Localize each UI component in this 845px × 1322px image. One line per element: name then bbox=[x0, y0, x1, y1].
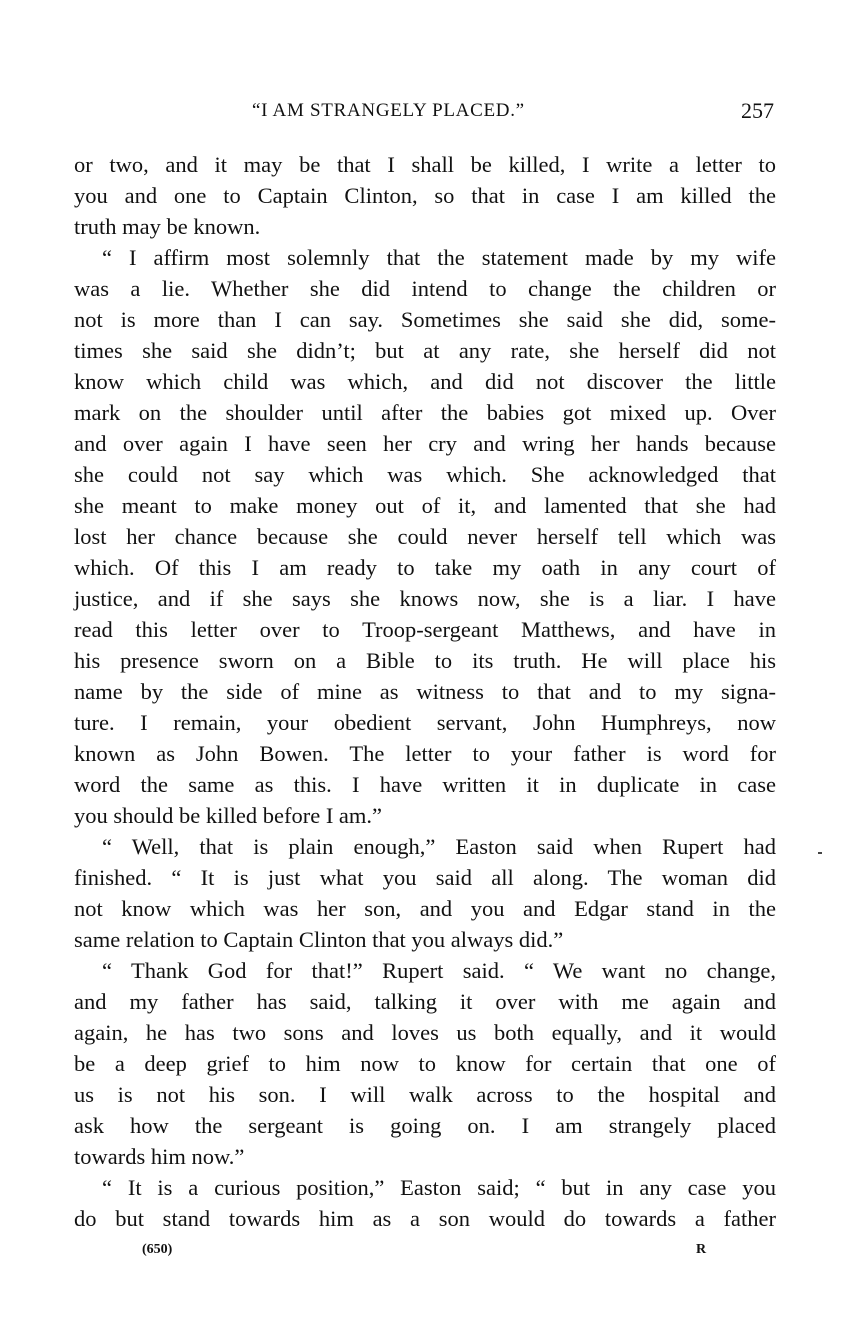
text-line: read this letter over to Troop-sergeant Matthews, and have in bbox=[74, 617, 776, 642]
running-title: “I AM STRANGELY PLACED.” bbox=[252, 100, 525, 121]
text-line: know which child was which, and did not discover the little bbox=[74, 369, 776, 394]
text-line: do but stand towards him as a son would do towards a father bbox=[74, 1206, 776, 1231]
body-text bbox=[74, 149, 776, 1234]
signature-letter: R bbox=[696, 1242, 707, 1257]
page-number: 257 bbox=[741, 98, 774, 123]
text-line: you and one to Captain Clinton, so that in case I am killed the bbox=[74, 183, 776, 208]
text-line: us is not his son. I will walk across to the hospital and bbox=[74, 1082, 776, 1107]
text-line: she could not say which was which. She acknowledged that bbox=[74, 462, 776, 487]
text-line: which. Of this I am ready to take my oath in any court of bbox=[74, 555, 776, 580]
page-footer bbox=[74, 1242, 776, 1262]
text-line: “ I affirm most solemnly that the statement made by my wife bbox=[102, 245, 776, 270]
text-line: towards him now.” bbox=[74, 1144, 245, 1169]
page-header bbox=[74, 98, 776, 130]
text-line: times she said she didn’t; but at any rate, she herself did not bbox=[74, 338, 776, 363]
text-line: lost her chance because she could never herself tell which was bbox=[74, 524, 776, 549]
text-line: you should be killed before I am.” bbox=[74, 803, 383, 828]
text-line: or two, and it may be that I shall be killed, I write a letter to bbox=[74, 152, 776, 177]
text-line: again, he has two sons and loves us both equally, and it would bbox=[74, 1020, 776, 1045]
text-line: and my father has said, talking it over with me again and bbox=[74, 989, 776, 1014]
text-line: word the same as this. I have written it in duplicate in case bbox=[74, 772, 776, 797]
text-line: finished. “ It is just what you said all along. The woman did bbox=[74, 865, 776, 890]
text-line: not know which was her son, and you and Edgar stand in the bbox=[74, 896, 776, 921]
text-line: name by the side of mine as witness to that and to my signa- bbox=[74, 679, 776, 704]
text-line: ture. I remain, your obedient servant, John Humphreys, now bbox=[74, 710, 776, 735]
text-line: be a deep grief to him now to know for certain that one of bbox=[74, 1051, 776, 1076]
text-line: “ It is a curious position,” Easton said; “ but in any case you bbox=[102, 1175, 776, 1200]
signature-mark: (650) bbox=[142, 1242, 173, 1257]
text-line: and over again I have seen her cry and wring her hands because bbox=[74, 431, 776, 456]
text-line: was a lie. Whether she did intend to change the children or bbox=[74, 276, 776, 301]
margin-speck bbox=[818, 852, 822, 854]
text-line: “ Thank God for that!” Rupert said. “ We want no change, bbox=[102, 958, 776, 983]
text-line: she meant to make money out of it, and lamented that she had bbox=[74, 493, 776, 518]
text-line: ask how the sergeant is going on. I am strangely placed bbox=[74, 1113, 776, 1138]
text-line: mark on the shoulder until after the babies got mixed up. Over bbox=[74, 400, 776, 425]
text-line: not is more than I can say. Sometimes she said she did, some- bbox=[74, 307, 776, 332]
text-line: “ Well, that is plain enough,” Easton said when Rupert had bbox=[102, 834, 776, 859]
text-line: known as John Bowen. The letter to your father is word for bbox=[74, 741, 776, 766]
text-line: same relation to Captain Clinton that you always did.” bbox=[74, 927, 564, 952]
text-line: truth may be known. bbox=[74, 214, 261, 239]
text-line: his presence sworn on a Bible to its truth. He will place his bbox=[74, 648, 776, 673]
text-line: justice, and if she says she knows now, she is a liar. I have bbox=[74, 586, 776, 611]
